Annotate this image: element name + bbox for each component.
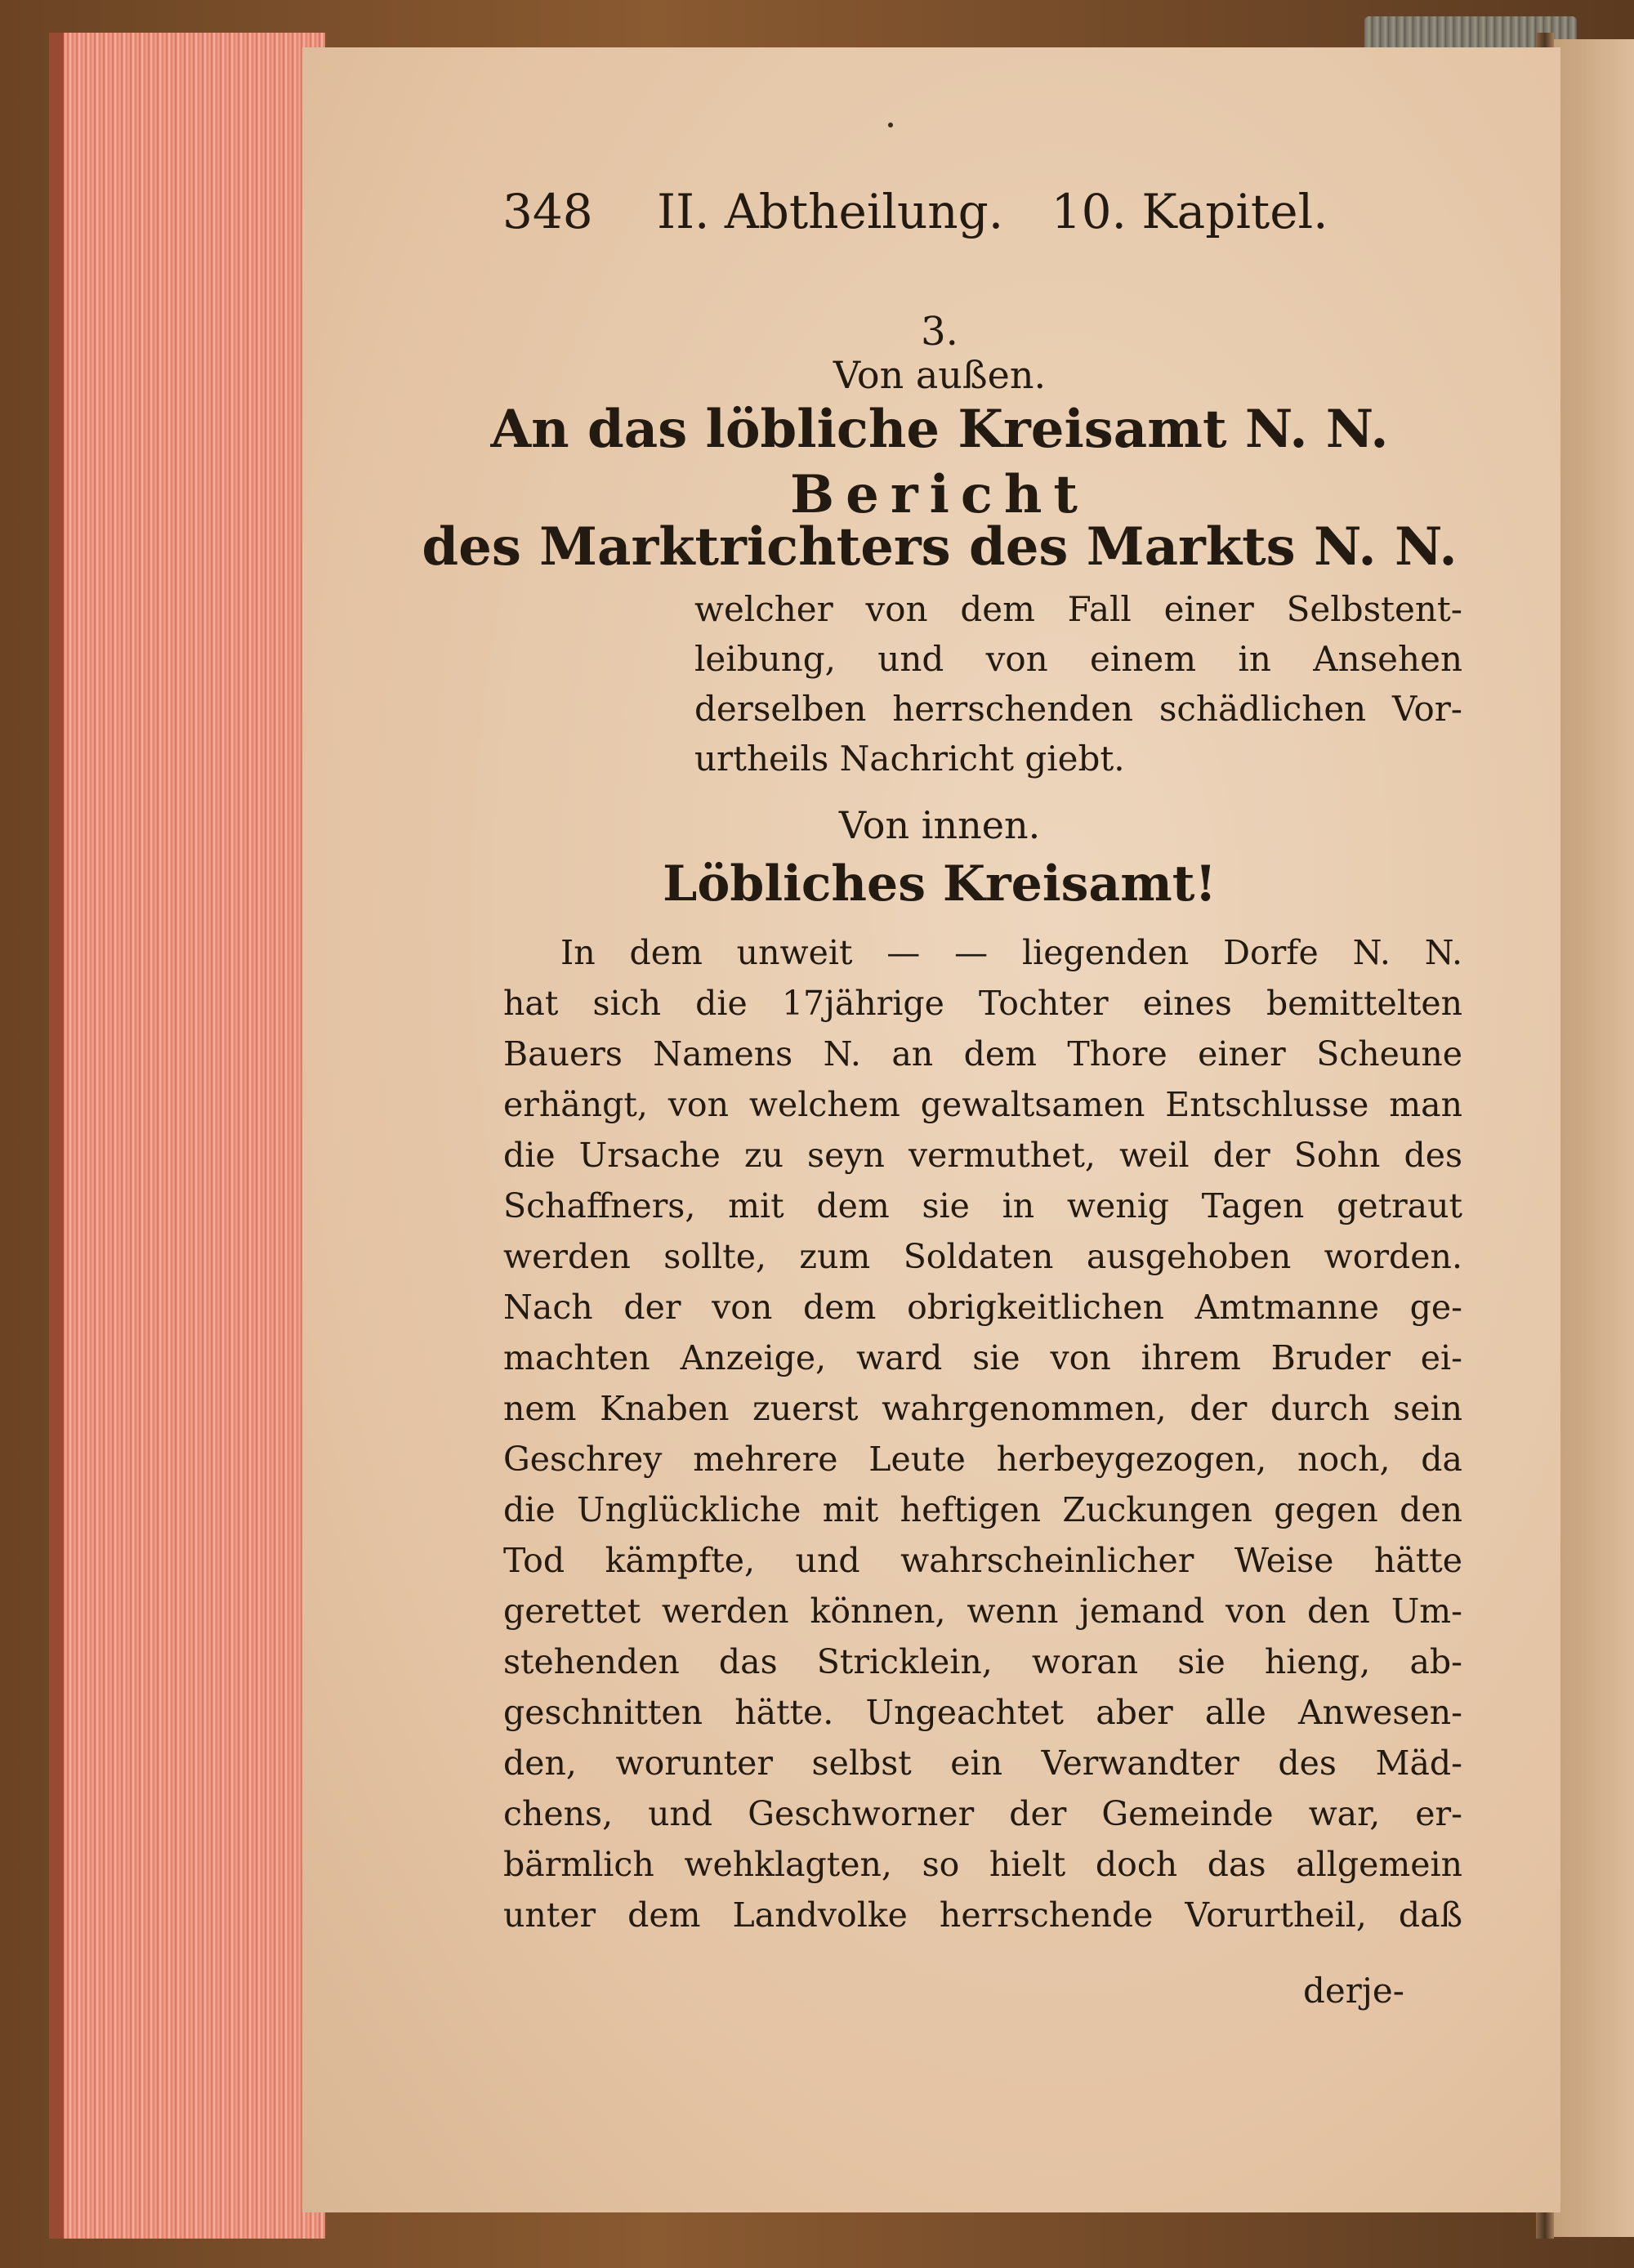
author-heading: des Marktrichters des Markts N. N. (422, 516, 1458, 578)
addressee-heading: An das löbliche Kreisamt N. N. (490, 399, 1389, 460)
body-line: hat sich die 17jährige Tochter eines bemittelten (503, 984, 1462, 1023)
from-inside-label: Von innen. (838, 803, 1041, 847)
body-line: Schaffners, mit dem sie in wenig Tagen getraut (503, 1186, 1462, 1226)
body-line: die Unglückliche mit heftigen Zuckungen gegen den (503, 1490, 1462, 1529)
body-line: den, worunter selbst ein Verwandter des Mäd- (503, 1743, 1462, 1783)
body-line: werden sollte, zum Soldaten ausgehoben worden. (503, 1237, 1462, 1276)
page-edges (49, 33, 325, 2239)
subtitle-line: leibung, und von einem in Ansehen (694, 639, 1462, 679)
salutation: Löbliches Kreisamt! (663, 855, 1217, 913)
running-head (502, 184, 1328, 239)
facing-page-edge (1554, 39, 1634, 2237)
body-line: Nach der von dem obrigkeitlichen Amtmanne ge- (503, 1288, 1462, 1327)
body-line: stehenden das Stricklein, woran sie hieng, ab- (503, 1642, 1462, 1681)
body-line: bärmlich wehklagten, so hielt doch das allgemein (503, 1845, 1462, 1884)
body-line: In dem unweit — — liegenden Dorfe N. N. (560, 933, 1462, 972)
body-line: gerettet werden können, wenn jemand von den Um- (503, 1592, 1462, 1631)
body-line: erhängt, von welchem gewaltsamen Entschlusse man (503, 1085, 1462, 1124)
body-line: Bauers Namens N. an dem Thore einer Scheune (503, 1034, 1462, 1074)
subtitle-line: derselben herrschenden schädlichen Vor- (694, 689, 1462, 729)
subtitle-line: welcher von dem Fall einer Selbstent- (694, 589, 1462, 629)
body-line: die Ursache zu seyn vermuthet, weil der Sohn des (503, 1136, 1462, 1175)
body-line: machten Anzeige, ward sie von ihrem Bruder ei- (503, 1338, 1462, 1377)
section-label: II. Abtheilung. (657, 184, 1004, 239)
subtitle-block (694, 584, 1462, 784)
report-title: Bericht (790, 464, 1089, 525)
body-line: Tod kämpfte, und wahrscheinlicher Weise hätte (503, 1541, 1462, 1580)
subtitle-line: urtheils Nachricht giebt. (694, 739, 1125, 779)
section-number: 3. (921, 309, 958, 355)
body-line: Geschrey mehrere Leute herbeygezogen, noch, da (503, 1440, 1462, 1479)
chapter-label: 10. Kapitel. (1051, 184, 1328, 239)
catchword: derje- (1303, 1971, 1404, 2011)
body-line: nem Knaben zuerst wahrgenommen, der durch sein (503, 1389, 1462, 1428)
body-text (503, 927, 1462, 1940)
body-line: unter dem Landvolke herrschende Vorurtheil, daß (503, 1895, 1462, 1935)
page-number: 348 (502, 184, 593, 239)
ink-speck (888, 123, 893, 127)
from-outside-label: Von außen. (833, 353, 1047, 397)
body-line: geschnitten hätte. Ungeachtet aber alle Anwesen- (503, 1693, 1462, 1732)
body-line: chens, und Geschworner der Gemeinde war, er- (503, 1794, 1462, 1833)
